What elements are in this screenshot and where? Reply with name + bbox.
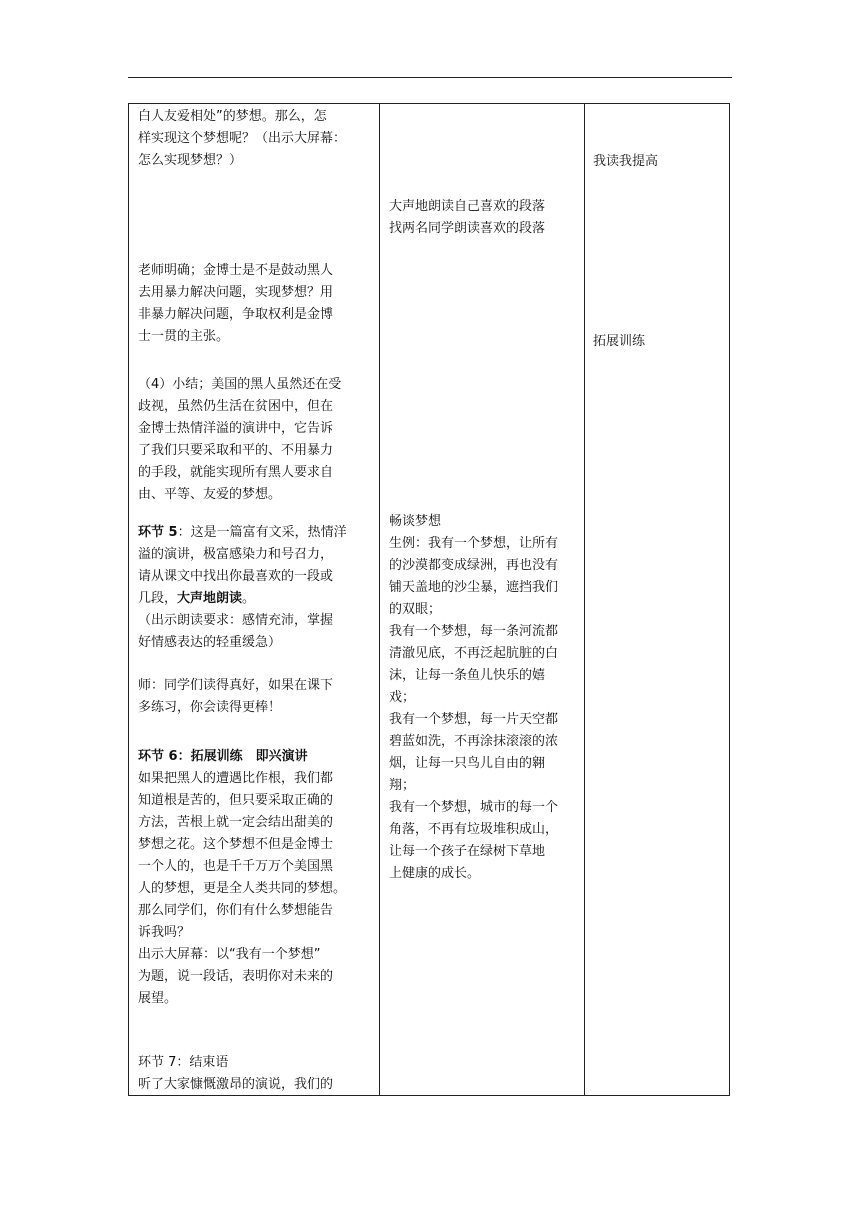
paragraph-step-6: 环节 6：拓展训练 即兴演讲 如果把黑人的遭遇比作根，我们都 知道根是苦的，但只要采取正确的 方法，苦根上就一定会结出甜美的 梦想之花。这个梦想不但是金博士 一个人的，也是千千万万个美国黑 人的梦想，更是全人类共同的梦想。 那么同学们，你们有什么梦想能告 诉我吗？ 出示大屏幕：以“我有一个梦想” 为题，说一段话，表明你对未来的 展望。 <box>138 749 347 1006</box>
paragraph-step-7: 环节 7：结束语 听了大家慷慨激昂的演说，我们的 <box>138 1055 334 1092</box>
paragraph-teacher-praise: 师：同学们读得真好，如果在课下 多练习，你会读得更棒！ <box>138 678 334 715</box>
paragraph-dream-examples: 畅谈梦想 生例：我有一个梦想，让所有 的沙漠都变成绿洲，再也没有 铺天盖地的沙尘暴，遮挡我们 的双眼； 我有一个梦想，每一条河流都 清澈见底，不再泛起肮脏的白 沫，让每一条鱼儿快乐的嬉 戏； 我有一个梦想，每一片天空都 碧蓝如洗，不再涂抹滚滚的浓 烟，让每一只鸟儿自由的翱 翔； 我有一个梦想，城市的每一个 角落，不再有垃圾堆积成山， 让每一个孩子在绿树下草地 上健康的成长。 <box>389 514 559 881</box>
design-intent-column <box>585 104 731 1095</box>
lesson-plan-table <box>128 103 730 1096</box>
paragraph-step-5: 环节 5：这是一篇富有文采，热情洋 溢的演讲，极富感染力和号召力， 请从课文中找出你最喜欢的一段或 几段，大声地朗读。 （出示朗读要求：感情充沛，掌握 好情感表达的轻重缓急） <box>138 525 347 650</box>
paragraph-teacher-clarify: 老师明确；金博士是不是鼓动黑人 去用暴力解决问题，实现梦想？用 非暴力解决问题，争取权利是金博 士一贯的主张。 <box>138 263 334 344</box>
student-activity-column <box>380 104 585 1095</box>
header-rule <box>128 77 732 78</box>
paragraph-summary: （4）小结；美国的黑人虽然还在受 歧视，虽然仍生活在贫困中，但在 金博士热情洋溢的演讲中，它告诉 了我们只要采取和平的、不用暴力 的手段，就能实现所有黑人要求自 由、平等、友爱的梦想。 <box>138 377 342 502</box>
teacher-activity-column <box>129 104 380 1095</box>
label-read-improve: 我读我提高 <box>593 154 659 169</box>
paragraph-dream-question: 白人友爱相处”的梦想。那么，怎 样实现这个梦想呢？（出示大屏幕： 怎么实现梦想？） <box>138 109 347 168</box>
paragraph-reading-aloud: 大声地朗读自己喜欢的段落 找两名同学朗读喜欢的段落 <box>389 199 546 236</box>
label-extension-training: 拓展训练 <box>593 334 646 349</box>
